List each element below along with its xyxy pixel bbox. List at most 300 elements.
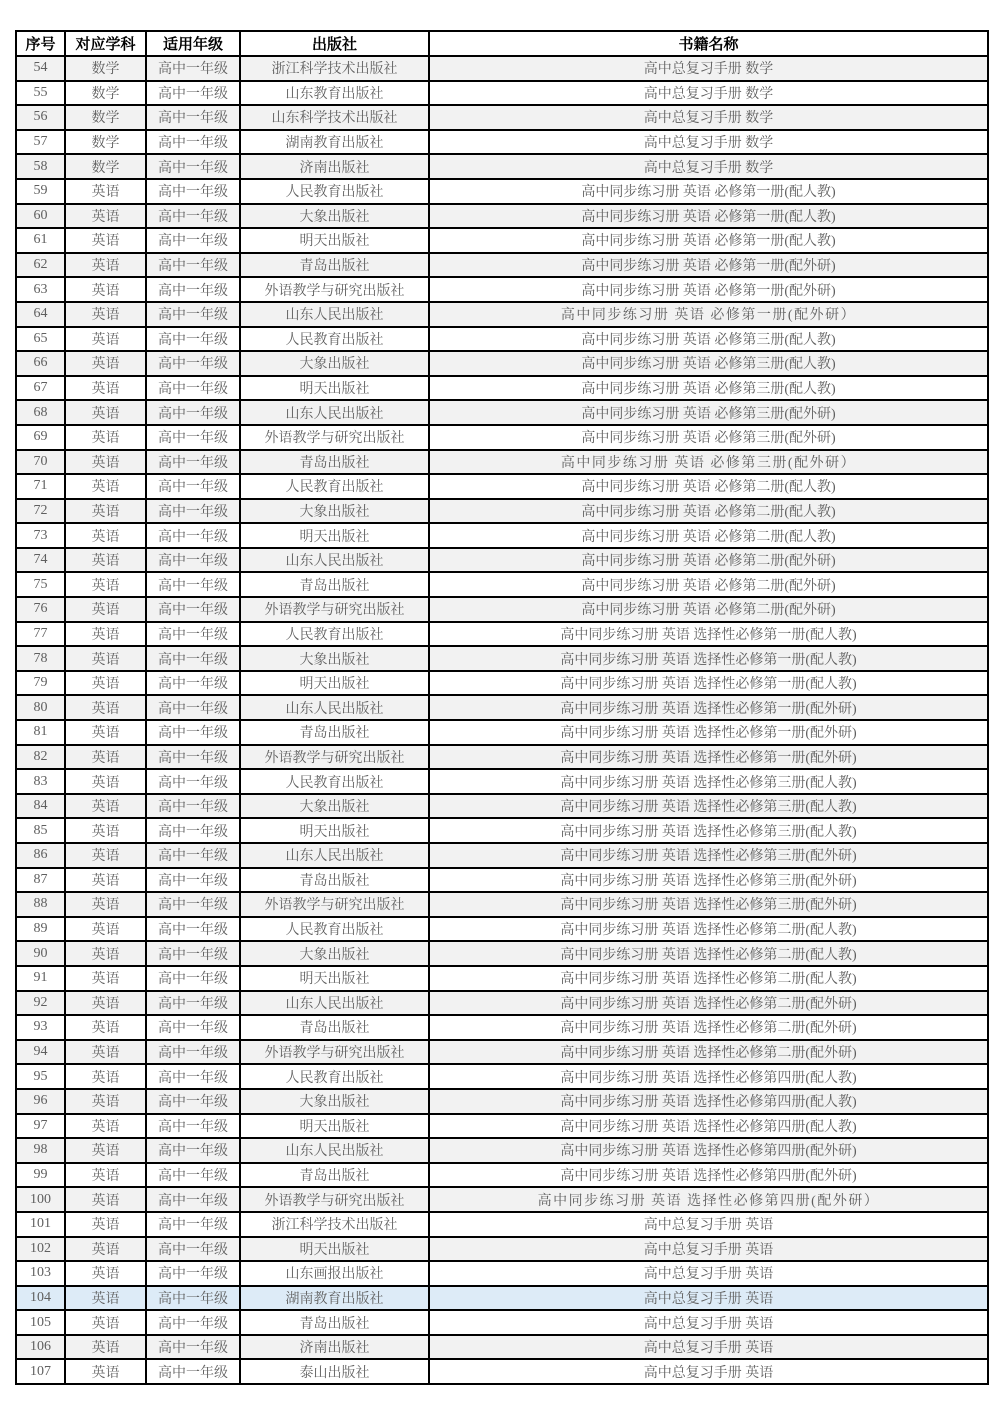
cell-grade[interactable]: 高中一年级 xyxy=(146,105,240,130)
cell-grade[interactable]: 高中一年级 xyxy=(146,868,240,893)
cell-subject[interactable]: 英语 xyxy=(65,474,146,499)
cell-publisher[interactable]: 山东人民出版社 xyxy=(240,1138,429,1163)
cell-book[interactable]: 高中同步练习册 英语 必修第二册(配人教) xyxy=(429,474,988,499)
cell-publisher[interactable]: 外语教学与研究出版社 xyxy=(240,892,429,917)
cell-index[interactable]: 54 xyxy=(16,56,65,81)
cell-publisher[interactable]: 青岛出版社 xyxy=(240,1015,429,1040)
cell-book[interactable]: 高中同步练习册 英语 选择性必修第二册(配人教) xyxy=(429,966,988,991)
cell-book[interactable]: 高中同步练习册 英语 选择性必修第三册(配外研) xyxy=(429,892,988,917)
cell-index[interactable]: 78 xyxy=(16,646,65,671)
cell-grade[interactable]: 高中一年级 xyxy=(146,277,240,302)
cell-publisher[interactable]: 明天出版社 xyxy=(240,228,429,253)
cell-index[interactable]: 86 xyxy=(16,843,65,868)
cell-publisher[interactable]: 大象出版社 xyxy=(240,941,429,966)
cell-grade[interactable]: 高中一年级 xyxy=(146,499,240,524)
table-row xyxy=(16,991,988,1016)
cell-grade[interactable]: 高中一年级 xyxy=(146,892,240,917)
table-row xyxy=(16,450,988,475)
cell-grade[interactable]: 高中一年级 xyxy=(146,745,240,770)
cell-grade[interactable]: 高中一年级 xyxy=(146,1114,240,1139)
cell-index[interactable]: 104 xyxy=(16,1286,65,1311)
cell-subject[interactable]: 数学 xyxy=(65,130,146,155)
table-row xyxy=(16,966,988,991)
cell-book[interactable]: 高中同步练习册 英语 选择性必修第二册(配人教) xyxy=(429,917,988,942)
cell-grade[interactable]: 高中一年级 xyxy=(146,450,240,475)
cell-publisher[interactable]: 山东人民出版社 xyxy=(240,695,429,720)
cell-index[interactable]: 94 xyxy=(16,1040,65,1065)
cell-index[interactable]: 96 xyxy=(16,1089,65,1114)
cell-index[interactable]: 79 xyxy=(16,671,65,696)
cell-publisher[interactable]: 青岛出版社 xyxy=(240,1163,429,1188)
cell-subject[interactable]: 数学 xyxy=(65,56,146,81)
cell-publisher[interactable]: 明天出版社 xyxy=(240,376,429,401)
cell-book[interactable]: 高中同步练习册 英语 选择性必修第三册(配外研) xyxy=(429,843,988,868)
cell-grade[interactable]: 高中一年级 xyxy=(146,327,240,352)
cell-grade[interactable]: 高中一年级 xyxy=(146,1359,240,1384)
cell-grade[interactable]: 高中一年级 xyxy=(146,1138,240,1163)
cell-index[interactable]: 99 xyxy=(16,1163,65,1188)
cell-index[interactable]: 63 xyxy=(16,277,65,302)
cell-grade[interactable]: 高中一年级 xyxy=(146,966,240,991)
cell-grade[interactable]: 高中一年级 xyxy=(146,523,240,548)
cell-index[interactable]: 71 xyxy=(16,474,65,499)
cell-book[interactable]: 高中同步练习册 英语 必修第三册(配外研) xyxy=(429,425,988,450)
cell-publisher[interactable]: 人民教育出版社 xyxy=(240,327,429,352)
cell-book[interactable]: 高中同步练习册 英语 选择性必修第二册(配外研) xyxy=(429,991,988,1016)
cell-book[interactable]: 高中总复习手册 英语 xyxy=(429,1310,988,1335)
cell-index[interactable]: 64 xyxy=(16,302,65,327)
cell-publisher[interactable]: 明天出版社 xyxy=(240,1237,429,1262)
cell-publisher[interactable]: 外语教学与研究出版社 xyxy=(240,597,429,622)
cell-grade[interactable]: 高中一年级 xyxy=(146,769,240,794)
cell-publisher[interactable]: 明天出版社 xyxy=(240,966,429,991)
cell-publisher[interactable]: 大象出版社 xyxy=(240,204,429,229)
cell-index[interactable]: 95 xyxy=(16,1064,65,1089)
cell-publisher[interactable]: 外语教学与研究出版社 xyxy=(240,1187,429,1212)
cell-publisher[interactable]: 大象出版社 xyxy=(240,499,429,524)
cell-subject[interactable]: 数学 xyxy=(65,81,146,106)
cell-publisher[interactable]: 山东人民出版社 xyxy=(240,302,429,327)
cell-index[interactable]: 72 xyxy=(16,499,65,524)
cell-index[interactable]: 81 xyxy=(16,720,65,745)
cell-index[interactable]: 70 xyxy=(16,450,65,475)
cell-book[interactable]: 高中同步练习册 英语 必修第二册(配外研) xyxy=(429,597,988,622)
cell-grade[interactable]: 高中一年级 xyxy=(146,548,240,573)
cell-subject[interactable]: 英语 xyxy=(65,1064,146,1089)
cell-book[interactable]: 高中同步练习册 英语 选择性必修第四册(配人教) xyxy=(429,1064,988,1089)
cell-subject[interactable]: 英语 xyxy=(65,351,146,376)
cell-book[interactable]: 高中同步练习册 英语 选择性必修第二册(配外研) xyxy=(429,1015,988,1040)
cell-book[interactable]: 高中同步练习册 英语 必修第二册(配外研) xyxy=(429,548,988,573)
cell-publisher[interactable]: 大象出版社 xyxy=(240,351,429,376)
table-row xyxy=(16,425,988,450)
cell-subject[interactable]: 英语 xyxy=(65,1359,146,1384)
cell-publisher[interactable]: 山东人民出版社 xyxy=(240,400,429,425)
cell-publisher[interactable]: 外语教学与研究出版社 xyxy=(240,277,429,302)
cell-grade[interactable]: 高中一年级 xyxy=(146,81,240,106)
cell-subject[interactable]: 英语 xyxy=(65,1089,146,1114)
cell-book[interactable]: 高中同步练习册 英语 选择性必修第一册(配人教) xyxy=(429,622,988,647)
cell-grade[interactable]: 高中一年级 xyxy=(146,1237,240,1262)
cell-book[interactable]: 高中同步练习册 英语 选择性必修第一册(配外研) xyxy=(429,720,988,745)
cell-publisher[interactable]: 人民教育出版社 xyxy=(240,474,429,499)
cell-book[interactable]: 高中同步练习册 英语 选择性必修第三册(配外研) xyxy=(429,868,988,893)
cell-book[interactable]: 高中同步练习册 英语 选择性必修第一册(配外研) xyxy=(429,745,988,770)
table-row xyxy=(16,548,988,573)
cell-publisher[interactable]: 山东人民出版社 xyxy=(240,548,429,573)
table-row xyxy=(16,1163,988,1188)
cell-book[interactable]: 高中总复习手册 英语 xyxy=(429,1286,988,1311)
cell-grade[interactable]: 高中一年级 xyxy=(146,1089,240,1114)
cell-subject[interactable]: 英语 xyxy=(65,450,146,475)
cell-index[interactable]: 103 xyxy=(16,1261,65,1286)
cell-index[interactable]: 55 xyxy=(16,81,65,106)
cell-index[interactable]: 106 xyxy=(16,1335,65,1360)
cell-index[interactable]: 76 xyxy=(16,597,65,622)
cell-index[interactable]: 60 xyxy=(16,204,65,229)
cell-publisher[interactable]: 明天出版社 xyxy=(240,523,429,548)
cell-subject[interactable]: 英语 xyxy=(65,1261,146,1286)
cell-subject[interactable]: 英语 xyxy=(65,572,146,597)
cell-index[interactable]: 92 xyxy=(16,991,65,1016)
cell-book[interactable]: 高中同步练习册 英语 必修第一册(配外研) xyxy=(429,277,988,302)
cell-book[interactable]: 高中同步练习册 英语 选择性必修第三册(配人教) xyxy=(429,818,988,843)
cell-subject[interactable]: 英语 xyxy=(65,868,146,893)
cell-index[interactable]: 65 xyxy=(16,327,65,352)
cell-grade[interactable]: 高中一年级 xyxy=(146,154,240,179)
cell-grade[interactable]: 高中一年级 xyxy=(146,351,240,376)
cell-book[interactable]: 高中总复习手册 英语 xyxy=(429,1359,988,1384)
cell-subject[interactable]: 英语 xyxy=(65,818,146,843)
cell-publisher[interactable]: 青岛出版社 xyxy=(240,1310,429,1335)
cell-book[interactable]: 高中同步练习册 英语 选择性必修第三册(配人教) xyxy=(429,769,988,794)
cell-grade[interactable]: 高中一年级 xyxy=(146,818,240,843)
cell-subject[interactable]: 英语 xyxy=(65,1187,146,1212)
cell-grade[interactable]: 高中一年级 xyxy=(146,597,240,622)
cell-index[interactable]: 67 xyxy=(16,376,65,401)
cell-subject[interactable]: 英语 xyxy=(65,499,146,524)
books-table-container xyxy=(15,30,987,1385)
cell-book[interactable]: 高中同步练习册 英语 选择性必修第一册(配人教) xyxy=(429,646,988,671)
cell-book[interactable]: 高中总复习手册 数学 xyxy=(429,81,988,106)
cell-subject[interactable]: 英语 xyxy=(65,425,146,450)
cell-index[interactable]: 59 xyxy=(16,179,65,204)
cell-grade[interactable]: 高中一年级 xyxy=(146,425,240,450)
cell-grade[interactable]: 高中一年级 xyxy=(146,941,240,966)
cell-subject[interactable]: 英语 xyxy=(65,523,146,548)
table-row xyxy=(16,56,988,81)
cell-subject[interactable]: 数学 xyxy=(65,154,146,179)
cell-book[interactable]: 高中同步练习册 英语 必修第一册(配人教) xyxy=(429,179,988,204)
cell-book[interactable]: 高中同步练习册 英语 选择性必修第四册(配外研） xyxy=(429,1187,988,1212)
cell-index[interactable]: 56 xyxy=(16,105,65,130)
cell-subject[interactable]: 英语 xyxy=(65,253,146,278)
cell-index[interactable]: 73 xyxy=(16,523,65,548)
table-row xyxy=(16,1212,988,1237)
cell-publisher[interactable]: 人民教育出版社 xyxy=(240,917,429,942)
table-row xyxy=(16,1335,988,1360)
table-row xyxy=(16,1310,988,1335)
cell-grade[interactable]: 高中一年级 xyxy=(146,130,240,155)
cell-publisher[interactable]: 山东画报出版社 xyxy=(240,1261,429,1286)
cell-subject[interactable]: 英语 xyxy=(65,892,146,917)
cell-grade[interactable]: 高中一年级 xyxy=(146,671,240,696)
cell-subject[interactable]: 英语 xyxy=(65,1163,146,1188)
cell-grade[interactable]: 高中一年级 xyxy=(146,179,240,204)
cell-publisher[interactable]: 明天出版社 xyxy=(240,671,429,696)
cell-grade[interactable]: 高中一年级 xyxy=(146,646,240,671)
cell-book[interactable]: 高中同步练习册 英语 选择性必修第四册(配人教) xyxy=(429,1089,988,1114)
cell-book[interactable]: 高中同步练习册 英语 选择性必修第一册(配人教) xyxy=(429,671,988,696)
cell-grade[interactable]: 高中一年级 xyxy=(146,376,240,401)
cell-publisher[interactable]: 外语教学与研究出版社 xyxy=(240,745,429,770)
cell-subject[interactable]: 英语 xyxy=(65,179,146,204)
cell-grade[interactable]: 高中一年级 xyxy=(146,1163,240,1188)
cell-index[interactable]: 68 xyxy=(16,400,65,425)
cell-subject[interactable]: 英语 xyxy=(65,966,146,991)
cell-grade[interactable]: 高中一年级 xyxy=(146,400,240,425)
cell-book[interactable]: 高中同步练习册 英语 必修第一册(配外研） xyxy=(429,302,988,327)
cell-publisher[interactable]: 济南出版社 xyxy=(240,1335,429,1360)
cell-index[interactable]: 66 xyxy=(16,351,65,376)
cell-grade[interactable]: 高中一年级 xyxy=(146,228,240,253)
cell-book[interactable]: 高中同步练习册 英语 必修第二册(配人教) xyxy=(429,499,988,524)
cell-index[interactable]: 82 xyxy=(16,745,65,770)
cell-book[interactable]: 高中同步练习册 英语 选择性必修第三册(配人教) xyxy=(429,794,988,819)
cell-grade[interactable]: 高中一年级 xyxy=(146,1187,240,1212)
cell-grade[interactable]: 高中一年级 xyxy=(146,1335,240,1360)
cell-publisher[interactable]: 外语教学与研究出版社 xyxy=(240,1040,429,1065)
cell-index[interactable]: 84 xyxy=(16,794,65,819)
cell-index[interactable]: 87 xyxy=(16,868,65,893)
cell-index[interactable]: 58 xyxy=(16,154,65,179)
cell-index[interactable]: 77 xyxy=(16,622,65,647)
table-row xyxy=(16,523,988,548)
cell-grade[interactable]: 高中一年级 xyxy=(146,1064,240,1089)
cell-publisher[interactable]: 外语教学与研究出版社 xyxy=(240,425,429,450)
cell-index[interactable]: 85 xyxy=(16,818,65,843)
cell-publisher[interactable]: 青岛出版社 xyxy=(240,253,429,278)
cell-publisher[interactable]: 济南出版社 xyxy=(240,154,429,179)
table-row xyxy=(16,351,988,376)
cell-subject[interactable]: 英语 xyxy=(65,622,146,647)
cell-subject[interactable]: 英语 xyxy=(65,671,146,696)
cell-book[interactable]: 高中总复习手册 数学 xyxy=(429,56,988,81)
cell-index[interactable]: 105 xyxy=(16,1310,65,1335)
cell-book[interactable]: 高中同步练习册 英语 必修第一册(配人教) xyxy=(429,204,988,229)
cell-grade[interactable]: 高中一年级 xyxy=(146,204,240,229)
cell-book[interactable]: 高中同步练习册 英语 必修第二册(配外研) xyxy=(429,572,988,597)
cell-subject[interactable]: 数学 xyxy=(65,105,146,130)
cell-index[interactable]: 88 xyxy=(16,892,65,917)
cell-subject[interactable]: 英语 xyxy=(65,228,146,253)
cell-subject[interactable]: 英语 xyxy=(65,548,146,573)
cell-subject[interactable]: 英语 xyxy=(65,646,146,671)
cell-subject[interactable]: 英语 xyxy=(65,327,146,352)
cell-book[interactable]: 高中总复习手册 英语 xyxy=(429,1237,988,1262)
table-row xyxy=(16,622,988,647)
cell-book[interactable]: 高中同步练习册 英语 必修第三册(配人教) xyxy=(429,376,988,401)
cell-book[interactable]: 高中总复习手册 数学 xyxy=(429,154,988,179)
cell-grade[interactable]: 高中一年级 xyxy=(146,720,240,745)
books-table xyxy=(15,30,989,1385)
cell-index[interactable]: 93 xyxy=(16,1015,65,1040)
cell-publisher[interactable]: 湖南教育出版社 xyxy=(240,130,429,155)
cell-subject[interactable]: 英语 xyxy=(65,1212,146,1237)
cell-publisher[interactable]: 青岛出版社 xyxy=(240,572,429,597)
cell-index[interactable]: 102 xyxy=(16,1237,65,1262)
cell-publisher[interactable]: 山东人民出版社 xyxy=(240,843,429,868)
cell-index[interactable]: 80 xyxy=(16,695,65,720)
cell-subject[interactable]: 英语 xyxy=(65,597,146,622)
cell-book[interactable]: 高中同步练习册 英语 选择性必修第四册(配人教) xyxy=(429,1114,988,1139)
cell-book[interactable]: 高中同步练习册 英语 必修第一册(配外研) xyxy=(429,253,988,278)
table-row xyxy=(16,179,988,204)
cell-publisher[interactable]: 浙江科学技术出版社 xyxy=(240,1212,429,1237)
cell-subject[interactable]: 英语 xyxy=(65,204,146,229)
cell-book[interactable]: 高中同步练习册 英语 选择性必修第一册(配外研) xyxy=(429,695,988,720)
cell-subject[interactable]: 英语 xyxy=(65,302,146,327)
cell-book[interactable]: 高中同步练习册 英语 选择性必修第二册(配外研) xyxy=(429,1040,988,1065)
table-row xyxy=(16,695,988,720)
cell-publisher[interactable]: 山东人民出版社 xyxy=(240,991,429,1016)
cell-publisher[interactable]: 大象出版社 xyxy=(240,1089,429,1114)
cell-index[interactable]: 74 xyxy=(16,548,65,573)
cell-grade[interactable]: 高中一年级 xyxy=(146,794,240,819)
table-row xyxy=(16,671,988,696)
cell-publisher[interactable]: 人民教育出版社 xyxy=(240,1064,429,1089)
cell-index[interactable]: 91 xyxy=(16,966,65,991)
cell-grade[interactable]: 高中一年级 xyxy=(146,1040,240,1065)
cell-book[interactable]: 高中总复习手册 英语 xyxy=(429,1261,988,1286)
cell-publisher[interactable]: 山东科学技术出版社 xyxy=(240,105,429,130)
cell-grade[interactable]: 高中一年级 xyxy=(146,302,240,327)
cell-index[interactable]: 100 xyxy=(16,1187,65,1212)
cell-index[interactable]: 97 xyxy=(16,1114,65,1139)
cell-index[interactable]: 107 xyxy=(16,1359,65,1384)
cell-grade[interactable]: 高中一年级 xyxy=(146,622,240,647)
cell-subject[interactable]: 英语 xyxy=(65,991,146,1016)
cell-publisher[interactable]: 人民教育出版社 xyxy=(240,179,429,204)
cell-index[interactable]: 61 xyxy=(16,228,65,253)
table-row xyxy=(16,1040,988,1065)
cell-grade[interactable]: 高中一年级 xyxy=(146,1212,240,1237)
cell-book[interactable]: 高中同步练习册 英语 必修第一册(配人教) xyxy=(429,228,988,253)
cell-grade[interactable]: 高中一年级 xyxy=(146,474,240,499)
cell-grade[interactable]: 高中一年级 xyxy=(146,1310,240,1335)
table-row xyxy=(16,1015,988,1040)
cell-subject[interactable]: 英语 xyxy=(65,1040,146,1065)
cell-grade[interactable]: 高中一年级 xyxy=(146,843,240,868)
cell-subject[interactable]: 英语 xyxy=(65,794,146,819)
cell-publisher[interactable]: 大象出版社 xyxy=(240,794,429,819)
cell-book[interactable]: 高中总复习手册 数学 xyxy=(429,130,988,155)
cell-subject[interactable]: 英语 xyxy=(65,1310,146,1335)
table-row xyxy=(16,892,988,917)
cell-book[interactable]: 高中同步练习册 英语 选择性必修第四册(配外研) xyxy=(429,1138,988,1163)
cell-subject[interactable]: 英语 xyxy=(65,843,146,868)
cell-subject[interactable]: 英语 xyxy=(65,769,146,794)
cell-subject[interactable]: 英语 xyxy=(65,277,146,302)
cell-grade[interactable]: 高中一年级 xyxy=(146,56,240,81)
cell-grade[interactable]: 高中一年级 xyxy=(146,991,240,1016)
cell-book[interactable]: 高中同步练习册 英语 选择性必修第二册(配人教) xyxy=(429,941,988,966)
cell-book[interactable]: 高中同步练习册 英语 必修第三册(配外研) xyxy=(429,400,988,425)
cell-grade[interactable]: 高中一年级 xyxy=(146,253,240,278)
cell-publisher[interactable]: 青岛出版社 xyxy=(240,720,429,745)
cell-subject[interactable]: 英语 xyxy=(65,720,146,745)
table-row xyxy=(16,572,988,597)
table-row xyxy=(16,474,988,499)
cell-subject[interactable]: 英语 xyxy=(65,1237,146,1262)
cell-subject[interactable]: 英语 xyxy=(65,695,146,720)
col-header-grade: 适用年级 xyxy=(146,31,240,56)
cell-index[interactable]: 69 xyxy=(16,425,65,450)
cell-subject[interactable]: 英语 xyxy=(65,941,146,966)
cell-book[interactable]: 高中同步练习册 英语 必修第三册(配人教) xyxy=(429,351,988,376)
cell-publisher[interactable]: 人民教育出版社 xyxy=(240,769,429,794)
cell-publisher[interactable]: 山东教育出版社 xyxy=(240,81,429,106)
cell-grade[interactable]: 高中一年级 xyxy=(146,572,240,597)
cell-book[interactable]: 高中同步练习册 英语 选择性必修第四册(配外研) xyxy=(429,1163,988,1188)
cell-book[interactable]: 高中总复习手册 英语 xyxy=(429,1212,988,1237)
cell-book[interactable]: 高中总复习手册 数学 xyxy=(429,105,988,130)
cell-publisher[interactable]: 人民教育出版社 xyxy=(240,622,429,647)
cell-book[interactable]: 高中同步练习册 英语 必修第二册(配人教) xyxy=(429,523,988,548)
cell-subject[interactable]: 英语 xyxy=(65,1015,146,1040)
cell-index[interactable]: 62 xyxy=(16,253,65,278)
cell-subject[interactable]: 英语 xyxy=(65,1114,146,1139)
cell-grade[interactable]: 高中一年级 xyxy=(146,1286,240,1311)
cell-subject[interactable]: 英语 xyxy=(65,745,146,770)
cell-grade[interactable]: 高中一年级 xyxy=(146,1261,240,1286)
col-header-index: 序号 xyxy=(16,31,65,56)
cell-subject[interactable]: 英语 xyxy=(65,400,146,425)
cell-index[interactable]: 89 xyxy=(16,917,65,942)
cell-publisher[interactable]: 泰山出版社 xyxy=(240,1359,429,1384)
cell-index[interactable]: 75 xyxy=(16,572,65,597)
cell-publisher[interactable]: 明天出版社 xyxy=(240,1114,429,1139)
cell-publisher[interactable]: 青岛出版社 xyxy=(240,868,429,893)
cell-book[interactable]: 高中总复习手册 英语 xyxy=(429,1335,988,1360)
cell-index[interactable]: 83 xyxy=(16,769,65,794)
cell-grade[interactable]: 高中一年级 xyxy=(146,1015,240,1040)
cell-publisher[interactable]: 青岛出版社 xyxy=(240,450,429,475)
cell-book[interactable]: 高中同步练习册 英语 必修第三册(配人教) xyxy=(429,327,988,352)
table-row xyxy=(16,818,988,843)
cell-grade[interactable]: 高中一年级 xyxy=(146,917,240,942)
cell-subject[interactable]: 英语 xyxy=(65,1335,146,1360)
cell-book[interactable]: 高中同步练习册 英语 必修第三册(配外研） xyxy=(429,450,988,475)
table-row xyxy=(16,646,988,671)
cell-publisher[interactable]: 明天出版社 xyxy=(240,818,429,843)
table-row xyxy=(16,1089,988,1114)
cell-subject[interactable]: 英语 xyxy=(65,1286,146,1311)
cell-publisher[interactable]: 大象出版社 xyxy=(240,646,429,671)
table-row xyxy=(16,302,988,327)
cell-subject[interactable]: 英语 xyxy=(65,917,146,942)
cell-publisher[interactable]: 浙江科学技术出版社 xyxy=(240,56,429,81)
cell-index[interactable]: 101 xyxy=(16,1212,65,1237)
cell-publisher[interactable]: 湖南教育出版社 xyxy=(240,1286,429,1311)
cell-index[interactable]: 90 xyxy=(16,941,65,966)
cell-index[interactable]: 98 xyxy=(16,1138,65,1163)
cell-subject[interactable]: 英语 xyxy=(65,376,146,401)
cell-index[interactable]: 57 xyxy=(16,130,65,155)
table-row xyxy=(16,253,988,278)
cell-grade[interactable]: 高中一年级 xyxy=(146,695,240,720)
cell-subject[interactable]: 英语 xyxy=(65,1138,146,1163)
